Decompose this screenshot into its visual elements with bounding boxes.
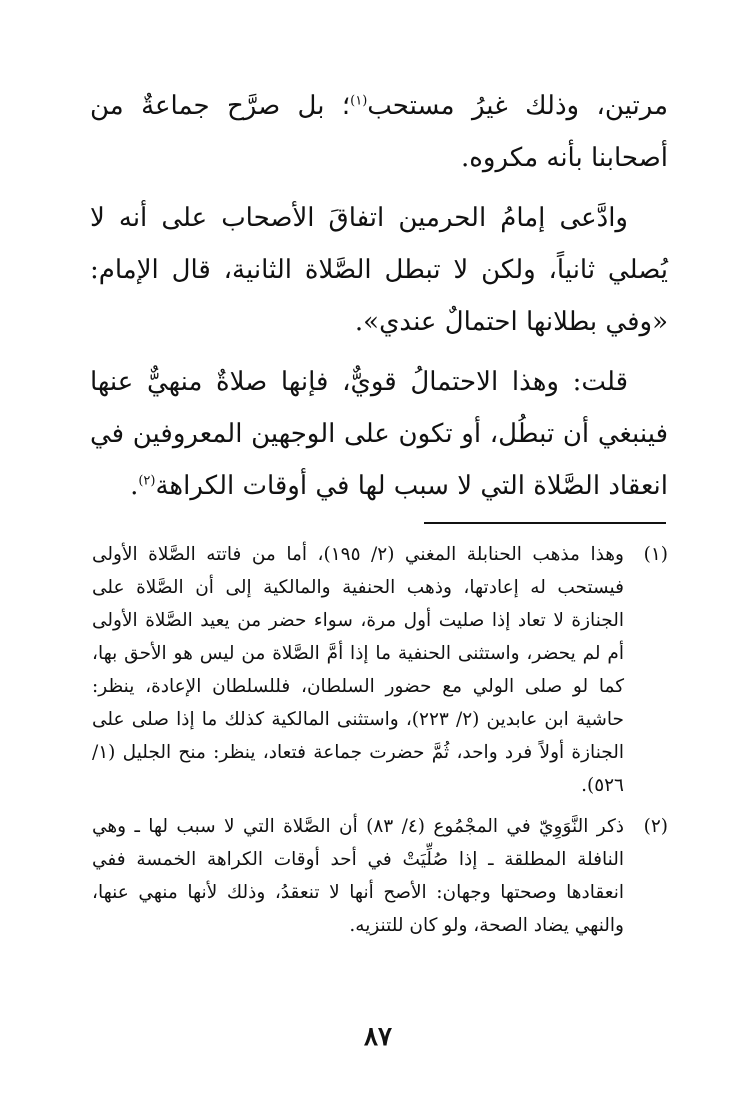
- paragraph-text: ؛ بل صرَّح جماعةٌ من أصحابنا بأنه مكروه.: [90, 91, 668, 173]
- footnote-text: وهذا مذهب الحنابلة المغني (٢/ ١٩٥)، أما من فاتته الصَّلاة الأولى فيستحب له إعادتها، وذهب الحنفية والمالكية إلى أن الصَّلاة على الجنازة لا تعاد إذا صليت أول مرة، سواء حضر من يعيد الصَّلاة الأولى أم لم يحضر، واستثنى الحنفية ما إذا أمَّ الصَّلاة من ليس هو الأحق بها، كما لو صلى الولي مع حضور السلطان، فللسلطان الإعادة، ينظر: حاشية ابن عابدين (٢/ ٢٢٣)، واستثنى المالكية كذلك ما إذا صلى على الجنازة أولاً فرد واحد، ثُمَّ حضرت جماعة فتعاد، ينظر: منح الجليل (١/ ٥٢٦).: [92, 544, 624, 796]
- footnotes: [92, 538, 668, 950]
- footnote-number: (١): [643, 544, 668, 565]
- footnote: [92, 810, 668, 942]
- footnote-divider: [424, 522, 666, 524]
- paragraph: [90, 80, 668, 184]
- main-text: [90, 80, 668, 520]
- footnote-text: ذكر النَّوَوِيّ في المجْمُوع (٤/ ٨٣) أن الصَّلاة التي لا سبب لها ـ وهي النافلة المطلقة ـ إذا صُلِّيَتْ في أحد أوقات الكراهة الخمسة ففي انعقادها وصحتها وجهان: الأصح أنها لا تنعقدُ، وذلك لأنها منهي عنها، والنهي يضاد الصحة، ولو كان للتنزيه.: [92, 816, 624, 936]
- paragraph: [90, 356, 668, 512]
- footnote-reference: (١): [350, 93, 368, 109]
- footnote-reference: (٢): [138, 473, 156, 489]
- paragraph-text: قلت: وهذا الاحتمالُ قويٌّ، فإنها صلاةٌ منهيٌّ عنها فينبغي أن تبطُل، أو تكون على الوجهين المعروفين في انعقاد الصَّلاة التي لا سبب لها في أوقات الكراهة: [90, 367, 668, 501]
- paragraph-text: .: [130, 471, 139, 501]
- footnote-number: (٢): [643, 816, 668, 837]
- footnote: [92, 538, 668, 802]
- paragraph: [90, 192, 668, 348]
- paragraph-text: مرتين، وذلك غيرُ مستحب: [367, 91, 669, 121]
- page-number: ٨٧: [364, 1022, 392, 1052]
- paragraph-text: وادَّعى إمامُ الحرمين اتفاقَ الأصحاب على أنه لا يُصلي ثانياً، ولكن لا تبطل الصَّلاة الثانية، قال الإمام: «وفي بطلانها احتمالٌ عندي».: [90, 203, 668, 337]
